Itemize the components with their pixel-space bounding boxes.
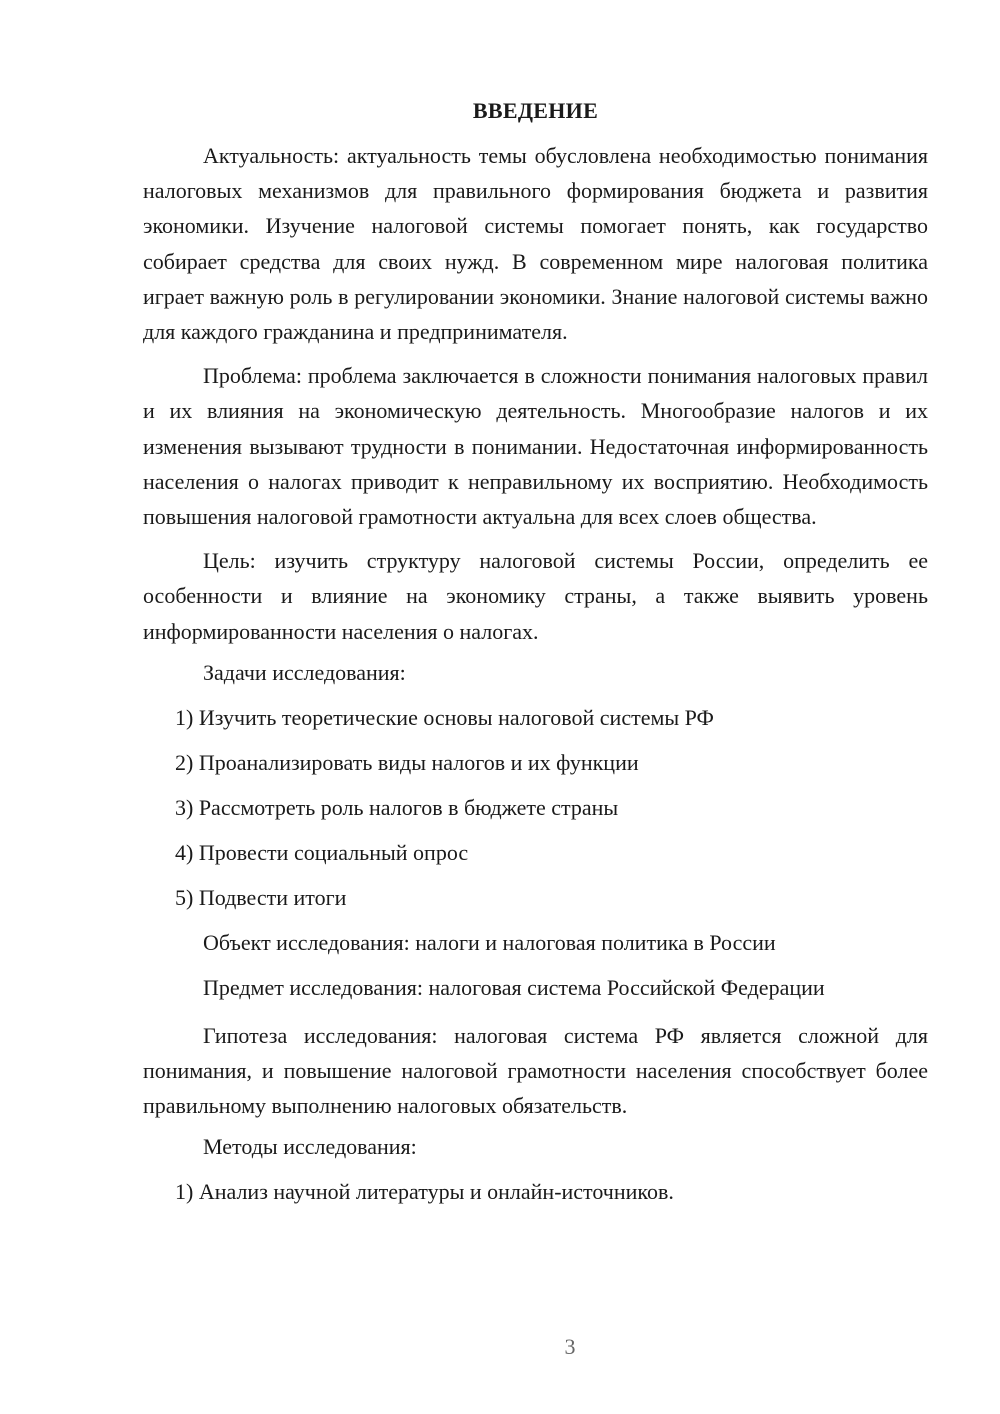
relevance-paragraph: Актуальность: актуальность темы обусловлена необходимостью понимания налоговых механизмов для правильного формирования бюджета и развития экономики. Изучение налоговой системы помогает понять, как государство собирает средства для своих нужд. В современном мире налоговая политика играет важную роль в регулировании экономики. Знание налоговой системы важно для каждого гражданина и предпринимателя. <box>143 143 928 345</box>
document-page <box>143 96 928 1222</box>
list-item: 5) Подвести итоги <box>175 884 347 910</box>
list-item: 4) Провести социальный опрос <box>175 839 469 865</box>
hypothesis-paragraph: Гипотеза исследования: налоговая система РФ является сложной для понимания, и повышение налоговой грамотности населения способствует более правильному выполнению налоговых обязательств. <box>143 1022 928 1119</box>
goal-paragraph: Цель: изучить структуру налоговой системы России, определить ее особенности и влияние на экономику страны, а также выявить уровень информированности населения о налогах. <box>143 548 928 644</box>
problem-paragraph: Проблема: проблема заключается в сложности понимания налоговых правил и их влияния на экономическую деятельность. Многообразие налогов и их изменения вызывают трудности в понимании. Недостаточная информированность населения о налогах приводит к неправильному их восприятию. Необходимость повышения налоговой грамотности актуальна для всех слоев общества. <box>143 363 928 530</box>
page-number: 3 <box>564 1334 576 1359</box>
list-item: 1) Анализ научной литературы и онлайн-источников. <box>175 1179 674 1205</box>
methods-title: Методы исследования: <box>203 1134 417 1160</box>
research-subject: Предмет исследования: налоговая система Российской Федерации <box>203 974 825 1000</box>
tasks-title: Задачи исследования: <box>203 659 406 685</box>
list-item: 3) Рассмотреть роль налогов в бюджете страны <box>175 794 619 820</box>
list-item: 2) Проанализировать виды налогов и их функции <box>175 749 639 775</box>
section-heading: ВВЕДЕНИЕ <box>472 98 599 123</box>
tasks-list <box>143 703 928 913</box>
list-item: 1) Изучить теоретические основы налоговой системы РФ <box>175 704 714 730</box>
methods-list <box>143 1177 928 1207</box>
research-object: Объект исследования: налоги и налоговая политика в России <box>203 929 776 955</box>
